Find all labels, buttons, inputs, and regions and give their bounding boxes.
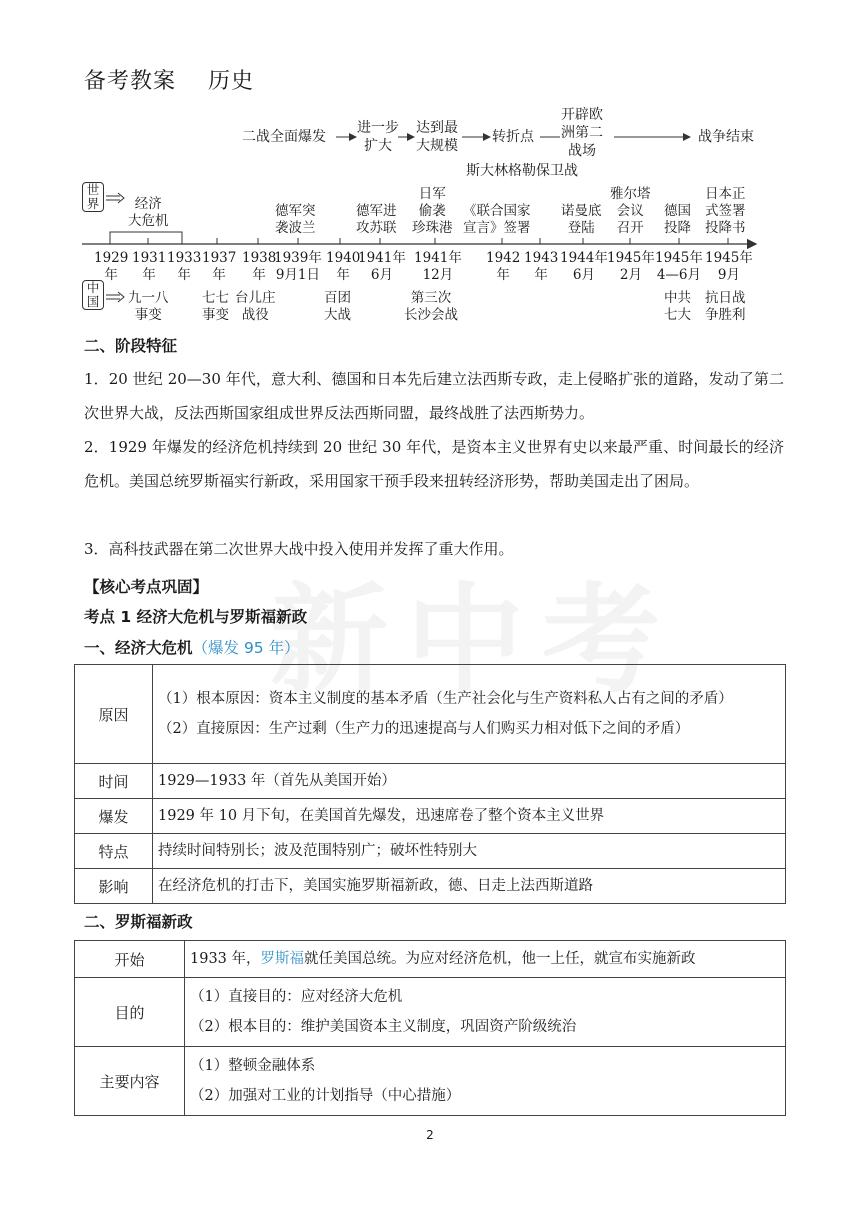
flow-step: 战争结束 <box>698 129 754 145</box>
paragraph: 3．高科技武器在第二次世界大战中投入使用并发挥了重大作用。 <box>84 540 514 558</box>
china-event: 九一八 事变 <box>128 290 169 323</box>
china-event: 第三次 长沙会战 <box>404 290 458 323</box>
flow-step: 开辟欧 洲第二 战场 <box>561 107 603 159</box>
china-event: 七七 事变 <box>202 290 229 323</box>
table-row <box>75 941 786 978</box>
start-pre: 1933 年， <box>190 951 261 967</box>
timeline-date: 1939年 9月1日 <box>274 250 322 283</box>
world-event: 德军突 袭波兰 <box>275 203 316 236</box>
crisis-table <box>74 664 786 904</box>
flow-step: 达到最 大规模 <box>416 120 458 154</box>
world-label: 世 界 <box>82 182 104 212</box>
world-event: 德国 投降 <box>664 203 691 236</box>
timeline-date: 1944年 6月 <box>560 250 608 283</box>
timeline-date: 1945年 2月 <box>607 250 655 283</box>
table-row <box>75 665 786 764</box>
world-event: 诺曼底 登陆 <box>561 203 602 236</box>
table-line: （2）根本目的：维护美国资本主义制度，巩固资产阶级统治 <box>190 1019 577 1035</box>
section-title-stage: 二、阶段特征 <box>84 337 178 355</box>
page-number: 2 <box>426 1128 434 1142</box>
table-row <box>75 1047 786 1116</box>
flow-step: 二战全面爆发 <box>242 129 326 145</box>
table-key: 开始 <box>75 941 185 978</box>
table-value: 1929 年 10 月下旬，在美国首先爆发，迅速席卷了整个资本主义世界 <box>153 799 786 834</box>
table-value: 在经济危机的打击下，美国实施罗斯福新政，德、日走上法西斯道路 <box>153 869 786 904</box>
core-title: 【核心考点巩固】 <box>84 578 209 596</box>
flow-step: 转折点 <box>492 129 534 145</box>
table-line: （1）整顿金融体系 <box>190 1058 316 1074</box>
timeline-date: 1933 年 <box>167 250 202 283</box>
world-event: 德军进 攻苏联 <box>356 203 397 236</box>
table-value: 持续时间特别长；波及范围特别广；破坏性特别大 <box>153 834 786 869</box>
paragraph: 1．20 世纪 20—30 年代，意大利、德国和日本先后建立法西斯专政，走上侵略扩张的道路，发动了第二次世界大战，反法西斯国家组成世界反法西斯同盟，最终战胜了法西斯势力。 <box>84 370 784 422</box>
world-event: 《联合国家 宣言》签署 <box>463 203 531 236</box>
table-key: 时间 <box>75 764 153 799</box>
table-key: 目的 <box>75 978 185 1047</box>
timeline-date: 1940 年 <box>326 250 361 283</box>
timeline-date: 1938 年 <box>242 250 277 283</box>
table-line: （1）根本原因：资本主义制度的基本矛盾（生产社会化与生产资料私人占有之间的矛盾） <box>158 691 733 707</box>
new-deal-table <box>74 940 786 1116</box>
china-event: 百团 大战 <box>324 290 351 323</box>
sub1-title <box>84 636 300 658</box>
paragraph: 2．1929 年爆发的经济危机持续到 20 世纪 30 年代，是资本主义世界有史以来最严重、时间最长的经济危机。美国总统罗斯福实行新政，采用国家干预手段来扭转经济形势，帮助美国走出了困局。 <box>84 438 784 490</box>
table-line: （2）直接原因：生产过剩（生产力的迅速提高与人们购买力相对低下之间的矛盾） <box>158 721 690 737</box>
table-value <box>185 941 786 978</box>
table-line: （1）直接目的：应对经济大危机 <box>190 989 403 1005</box>
table-value <box>185 1047 786 1116</box>
table-row <box>75 869 786 904</box>
stalingrad-label: 斯大林格勒保卫战 <box>466 163 578 179</box>
table-row <box>75 978 786 1047</box>
timeline-date: 1929 年 <box>94 250 129 283</box>
table-value: 1929—1933 年（首先从美国开始） <box>153 764 786 799</box>
table-key: 影响 <box>75 869 153 904</box>
world-event: 雅尔塔 会议 召开 <box>610 186 651 236</box>
table-row <box>75 764 786 799</box>
sub2-title: 二、罗斯福新政 <box>84 913 193 931</box>
roosevelt-name: 罗斯福 <box>260 951 305 967</box>
timeline-date: 1943 年 <box>524 250 559 283</box>
china-event: 中共 七大 <box>664 290 691 323</box>
table-row <box>75 799 786 834</box>
timeline-date: 1945年 9月 <box>705 250 753 283</box>
china-event: 抗日战 争胜利 <box>705 290 746 323</box>
table-row <box>75 834 786 869</box>
point1-title: 考点 1 经济大危机与罗斯福新政 <box>84 608 308 626</box>
start-post: 就任美国总统。为应对经济危机，他一上任，就宣布实施新政 <box>304 951 696 967</box>
table-key: 爆发 <box>75 799 153 834</box>
page-header: 备考教案 历史 <box>84 69 254 94</box>
sub1-title-text: 一、经济大危机 <box>84 639 193 657</box>
table-key: 原因 <box>75 665 153 764</box>
timeline-date: 1941年 6月 <box>358 250 406 283</box>
table-value <box>185 978 786 1047</box>
timeline-diagram <box>0 0 860 330</box>
timeline-date: 1941年 12月 <box>414 250 462 283</box>
world-event: 日本正 式签署 投降书 <box>705 186 746 236</box>
table-key: 主要内容 <box>75 1047 185 1116</box>
timeline-date: 1945年 4—6月 <box>655 250 703 283</box>
table-key: 特点 <box>75 834 153 869</box>
timeline-date: 1937 年 <box>202 250 237 283</box>
table-line: （2）加强对工业的计划指导（中心措施） <box>190 1088 461 1104</box>
world-event: 日军 偷袭 珍珠港 <box>412 186 453 236</box>
timeline-date: 1942 年 <box>486 250 521 283</box>
timeline-date: 1931 年 <box>132 250 167 283</box>
world-event: 经济 大危机 <box>128 196 169 229</box>
china-event: 台儿庄 战役 <box>235 290 276 323</box>
table-value <box>153 665 786 764</box>
sub1-note: （爆发 95 年） <box>192 639 300 657</box>
flow-step: 进一步 扩大 <box>357 120 399 154</box>
china-label: 中 国 <box>82 280 104 310</box>
